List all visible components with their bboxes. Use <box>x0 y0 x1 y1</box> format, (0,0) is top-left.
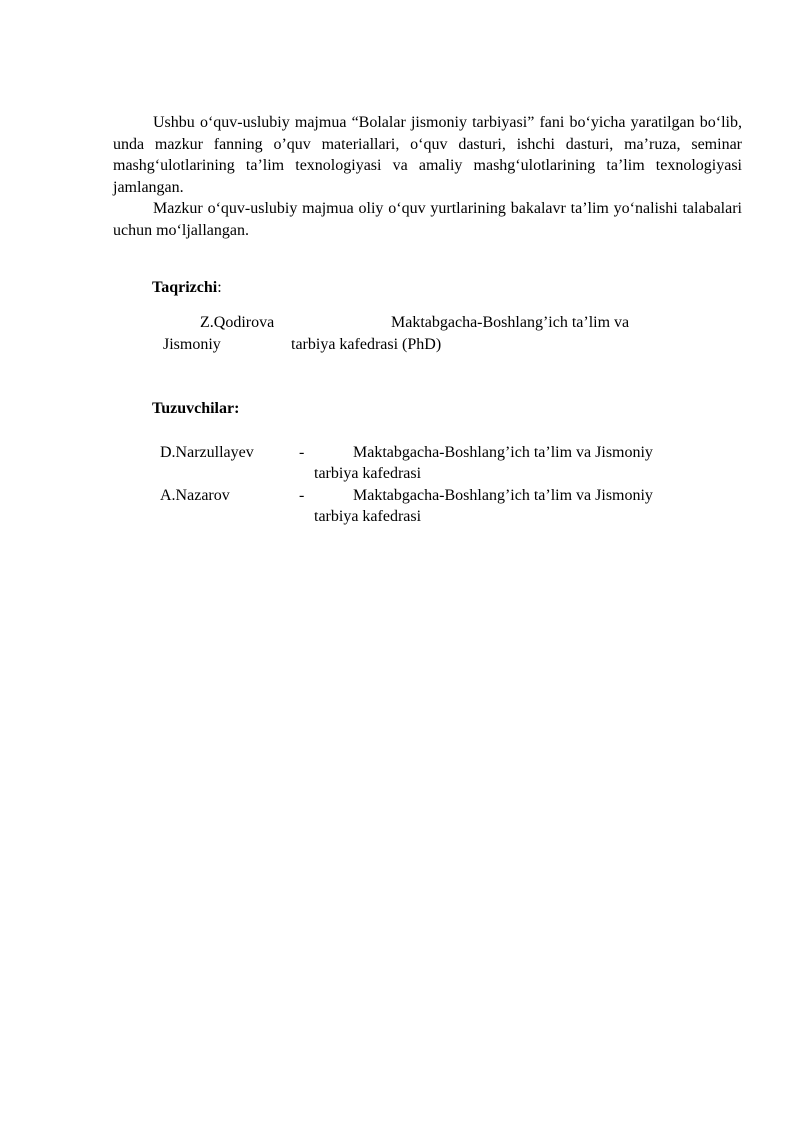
intro-paragraph-1: Ushbu o‘quv-uslubiy majmua “Bolalar jismoniy tarbiyasi” fani bo‘yicha yaratilgan bo‘lib, unda mazkur fanning o’quv materiallari, o‘quv dasturi, ishchi dasturi, ma’ruza, seminar mashg‘ulotlarining ta’lim texnologiyasi va amaliy mashg‘ulotlarining ta’lim texnologiyasi jamlangan. <box>113 114 742 196</box>
reviewer-heading <box>152 277 222 299</box>
compiler-name: A.Nazarov <box>160 487 230 504</box>
compiler-name: D.Narzullayev <box>160 444 254 461</box>
intro-text <box>113 112 742 241</box>
reviewer-department-line2b: tarbiya kafedrasi (PhD) <box>291 336 442 353</box>
compiler-dash: - <box>299 487 305 504</box>
reviewer-department-line1: Maktabgacha-Boshlang’ich ta’lim va <box>391 314 630 331</box>
compilers-heading: Tuzuvchilar: <box>152 400 240 417</box>
reviewer-heading-colon: : <box>217 279 222 296</box>
reviewer-heading-label: Taqrizchi <box>152 279 218 296</box>
reviewer-department-line2a: Jismoniy <box>163 336 221 353</box>
reviewer-name: Z.Qodirova <box>200 314 275 331</box>
compiler-department-line1: Maktabgacha-Boshlang’ich ta’lim va Jismoniy <box>353 487 653 504</box>
compiler-department-line2: tarbiya kafedrasi <box>314 465 422 482</box>
intro-paragraph-2: Mazkur o‘quv-uslubiy majmua oliy o‘quv yurtlarining bakalavr ta’lim yo‘nalishi talabalari uchun mo‘ljallangan. <box>113 200 742 239</box>
compiler-department-line1: Maktabgacha-Boshlang’ich ta’lim va Jismoniy <box>353 444 653 461</box>
compiler-dash: - <box>299 444 305 461</box>
compiler-department-line2: tarbiya kafedrasi <box>314 508 422 525</box>
